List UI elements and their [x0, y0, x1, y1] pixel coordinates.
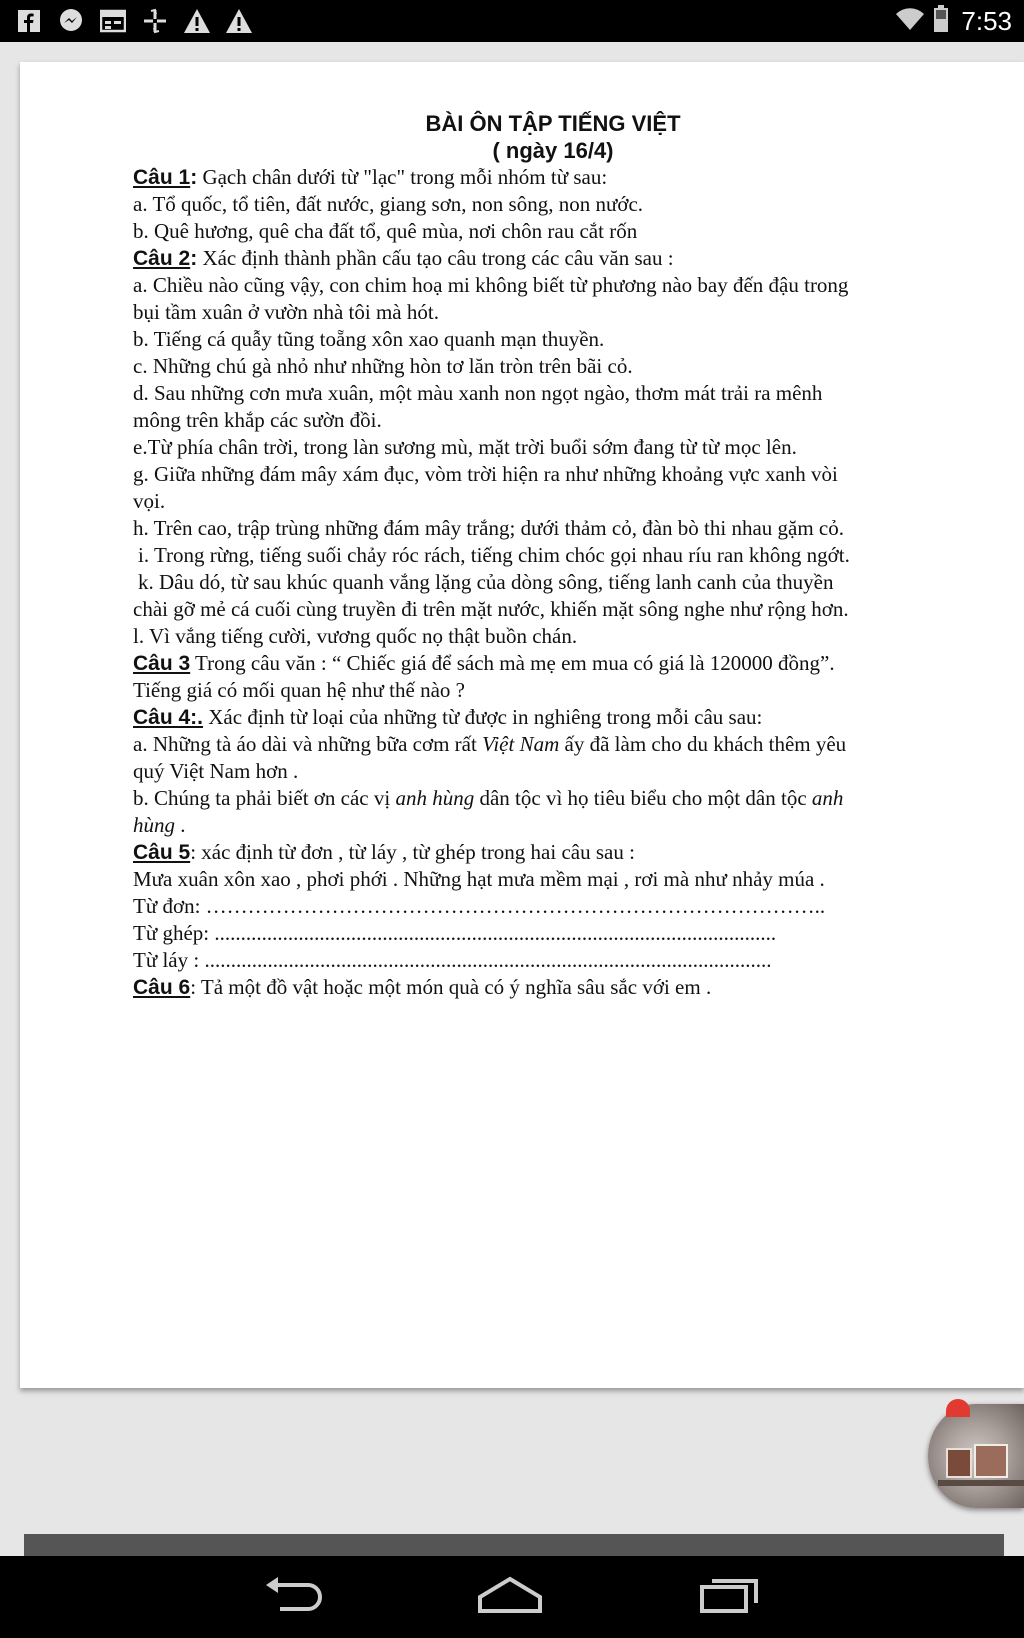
question-2-line: h. Trên cao, trập trùng những đám mây trắng; dưới thảm cỏ, đàn bò thi nhau gặm cỏ.	[133, 516, 844, 540]
status-bar	[0, 0, 1024, 42]
notification-badge	[946, 1399, 970, 1417]
back-icon	[262, 1575, 326, 1620]
sync-icon	[140, 7, 170, 35]
question-1-item-b: b. Quê hương, quê cha đất tổ, quê mùa, nơi chôn rau cắt rốn	[133, 219, 638, 243]
question-5-label: Câu 5	[133, 841, 191, 864]
question-2-line: bụi tầm xuân ở vườn nhà tôi mà hót.	[133, 300, 439, 324]
system-indicators	[895, 5, 1012, 38]
question-1: Câu 1: Gạch chân dưới từ "lạc" trong mỗi nhóm từ sau:	[133, 165, 608, 189]
question-2-line: d. Sau những cơn mưa xuân, một màu xanh non ngọt ngào, thơm mát trải ra mênh	[133, 381, 823, 405]
question-4-label: Câu 4:.	[133, 706, 204, 729]
question-5: Câu 5: xác định từ đơn , từ láy , từ ghép trong hai câu sau :	[133, 840, 635, 864]
page-scrollbar[interactable]	[24, 1534, 1004, 1556]
question-1-item-a: a. Tổ quốc, tổ tiên, đất nước, giang sơn, non sông, non nước.	[133, 192, 644, 216]
question-2-line: chài gỡ mẻ cá cuối cùng truyền đi trên mặt nước, khiến mặt sông nghe như rộng hơn.	[133, 597, 849, 621]
question-4-item-a: a. Những tà áo dài và những bữa cơm rất Việt Nam ấy đã làm cho du khách thêm yêu	[133, 732, 847, 756]
question-3-line-2: Tiếng giá có mối quan hệ như thế nào ?	[133, 678, 465, 702]
document-page[interactable]	[20, 62, 1024, 1388]
question-4-item-b: b. Chúng ta phải biết ơn các vị anh hùng dân tộc vì họ tiêu biểu cho một dân tộc anh	[133, 786, 844, 810]
page-title: BÀI ÔN TẬP TIẾNG VIỆT	[425, 111, 681, 136]
messenger-icon	[56, 7, 86, 35]
question-2-line: c. Những chú gà nhỏ như những hòn tơ lăn tròn trên bãi cỏ.	[133, 354, 633, 378]
tu-ghep-blank: Từ ghép: ...........................................................................................................	[133, 921, 777, 945]
home-button[interactable]	[470, 1572, 550, 1622]
warning-icon	[182, 7, 212, 35]
tu-lay-blank: Từ láy : ............................................................................................................	[133, 948, 772, 972]
question-1-label: Câu 1	[133, 166, 191, 189]
shelf	[938, 1480, 1024, 1486]
question-3: Câu 3 Trong câu văn : “ Chiếc giá để sách mà mẹ em mua có giá là 120000 đồng”.	[133, 651, 835, 675]
tu-don-blank: Từ đơn: ……………………………………………………………………………..	[133, 894, 826, 918]
question-4-item-b-line-2: hùng .	[133, 813, 186, 837]
chat-head-avatar[interactable]	[928, 1404, 1024, 1508]
question-2-line: vọi.	[133, 489, 166, 513]
back-button[interactable]	[254, 1572, 334, 1622]
calendar-icon	[98, 7, 128, 35]
question-2-line: l. Vì vắng tiếng cười, vương quốc nọ thật buồn chán.	[133, 624, 578, 648]
document-content	[133, 110, 963, 1001]
question-2-line: a. Chiều nào cũng vậy, con chim hoạ mi không biết từ phương nào bay đến đậu trong	[133, 273, 849, 297]
recents-icon	[698, 1575, 762, 1620]
question-4-item-a-line-2: quý Việt Nam hơn .	[133, 759, 299, 783]
question-2-line: i. Trong rừng, tiếng suối chảy róc rách, tiếng chim chóc gọi nhau ríu ran không ngớt.	[138, 543, 850, 567]
navigation-bar	[0, 1556, 1024, 1638]
wifi-icon	[895, 7, 925, 36]
question-3-label: Câu 3	[133, 652, 191, 675]
question-2-line: b. Tiếng cá quẫy tũng toẵng xôn xao quanh mạn thuyền.	[133, 327, 605, 351]
page-subtitle: ( ngày 16/4)	[492, 138, 614, 163]
question-6-label: Câu 6	[133, 976, 191, 999]
question-2-line: e.Từ phía chân trời, trong làn sương mù, mặt trời buổi sớm đang từ từ mọc lên.	[133, 435, 797, 459]
home-icon	[476, 1575, 544, 1620]
warning-icon	[224, 7, 254, 35]
notification-icons	[14, 7, 254, 35]
question-6: Câu 6: Tả một đồ vật hoặc một món quà có ý nghĩa sâu sắc với em .	[133, 975, 712, 999]
battery-icon	[933, 5, 949, 38]
question-4: Câu 4:. Xác định từ loại của những từ được in nghiêng trong mỗi câu sau:	[133, 705, 763, 729]
question-2-line: mông trên khắp các sườn đồi.	[133, 408, 382, 432]
recents-button[interactable]	[690, 1572, 770, 1622]
photo-frame	[946, 1448, 972, 1478]
question-2-line: g. Giữa những đám mây xám đục, vòm trời hiện ra như những khoảng vực xanh vòi	[133, 462, 838, 486]
question-2: Câu 2: Xác định thành phần cấu tạo câu trong các câu văn sau :	[133, 246, 674, 270]
facebook-icon	[14, 7, 44, 35]
question-2-label: Câu 2	[133, 247, 191, 270]
question-2-line: k. Dâu dó, từ sau khúc quanh vắng lặng của dòng sông, tiếng lanh canh của thuyền	[138, 570, 834, 594]
question-5-sentence: Mưa xuân xôn xao , phơi phới . Những hạt mưa mềm mại , rơi mà như nhảy múa .	[133, 867, 825, 891]
clock: 7:53	[961, 6, 1012, 36]
photo-frame	[974, 1444, 1008, 1478]
